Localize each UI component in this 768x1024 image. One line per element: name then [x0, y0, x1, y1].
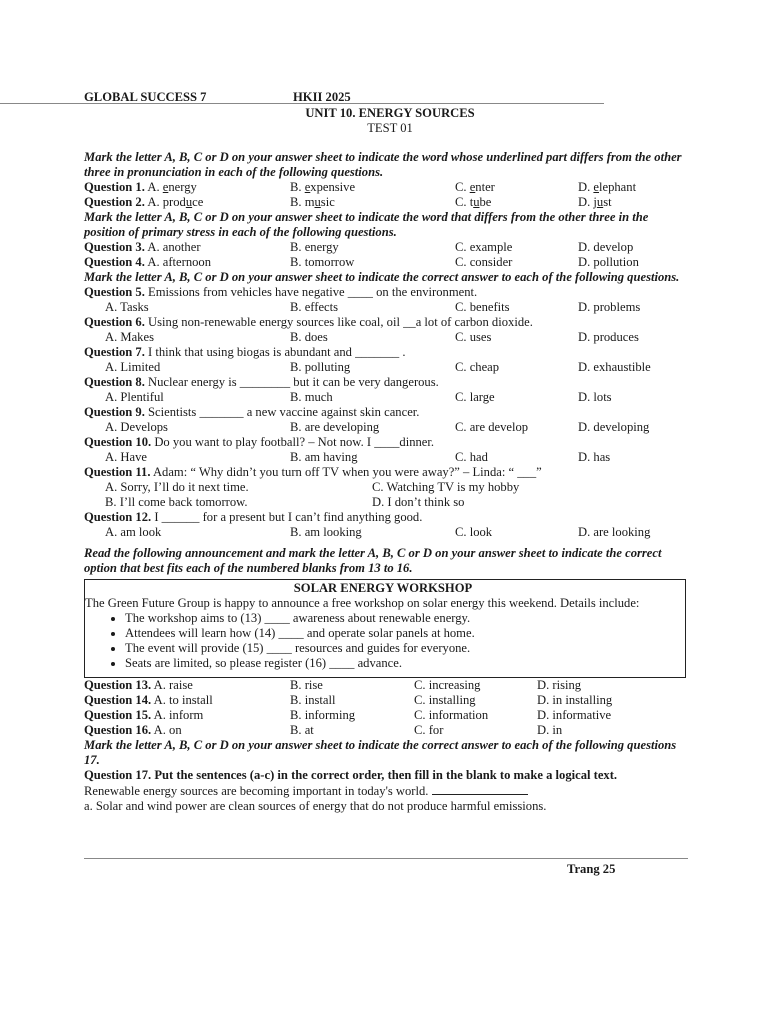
question-17-option-a: a. Solar and wind power are clean sources of energy that do not produce harmful emissions. [84, 799, 547, 813]
option-a: A. Sorry, I’ll do it next time. [105, 480, 249, 494]
option-d-underlined: e [593, 180, 599, 194]
option-a: A. Plentiful [105, 390, 164, 404]
unit-title: UNIT 10. ENERGY SOURCES [305, 106, 475, 120]
question-14 [84, 693, 688, 708]
option-c: C. Watching TV is my hobby [372, 480, 520, 494]
option-d-rest: lephant [599, 180, 637, 194]
question-9 [84, 405, 688, 435]
question-stem: I think that using biogas is abundant and _______ . [144, 345, 406, 359]
question-11 [84, 465, 688, 510]
option-a-rest: ce [192, 195, 204, 209]
question-label: Question 1. [84, 180, 145, 194]
option-a: A. Develops [105, 420, 168, 434]
option-d: D. lots [578, 390, 612, 404]
question-6 [84, 315, 688, 345]
instruction-stress: Mark the letter A, B, C or D on your answer sheet to indicate the word that differs from the other three in the position of primary stress in each of the following questions. [84, 210, 649, 239]
option-a: A. Makes [105, 330, 154, 344]
option-d-prefix: D. [578, 180, 594, 194]
question-2 [84, 195, 688, 210]
option-b-prefix: B. m [290, 195, 315, 209]
option-b: B. I’ll come back tomorrow. [105, 495, 248, 509]
announcement-title: SOLAR ENERGY WORKSHOP [293, 581, 473, 595]
question-label: Question 12. [84, 510, 152, 524]
question-4 [84, 255, 688, 270]
option-d: D. are looking [578, 525, 651, 539]
option-b: B. install [290, 693, 336, 707]
question-15 [84, 708, 688, 723]
option-d: D. informative [537, 708, 612, 722]
footer-rule [84, 858, 688, 859]
option-c-rest: nter [475, 180, 495, 194]
option-d: D. produces [578, 330, 639, 344]
option-c: C. example [455, 240, 513, 254]
option-b: B. informing [290, 708, 356, 722]
answer-blank [432, 783, 528, 795]
option-a-prefix: A. prod [147, 195, 186, 209]
option-b: B. am looking [290, 525, 362, 539]
option-b: B. tomorrow [290, 255, 355, 269]
question-8 [84, 375, 688, 405]
option-c: C. information [414, 708, 489, 722]
option-d: D. develop [578, 240, 634, 254]
question-17-line [84, 783, 688, 799]
header-term: HKII 2025 [293, 90, 351, 104]
question-label: Question 2. [84, 195, 145, 209]
option-d: D. pollution [578, 255, 639, 269]
option-a-rest: nergy [168, 180, 197, 194]
option-b-rest: sic [320, 195, 335, 209]
page-header [84, 88, 688, 104]
option-c: C. increasing [414, 678, 481, 692]
option-b: B. are developing [290, 420, 380, 434]
option-b: B. rise [290, 678, 323, 692]
option-a-underlined: u [185, 195, 193, 209]
question-13 [84, 678, 688, 693]
option-a: A. Tasks [105, 300, 149, 314]
option-b-prefix: B. [290, 180, 305, 194]
option-c: C. consider [455, 255, 513, 269]
question-label: Question 3. [84, 240, 145, 254]
question-stem: Adam: “ Why didn’t you turn off TV when you were away?” – Linda: “ ___” [150, 465, 542, 479]
option-c-prefix: C. t [455, 195, 474, 209]
option-d: D. in [537, 723, 563, 737]
announcement-box [84, 579, 686, 678]
question-stem: I ______ for a present but I can’t find anything good. [151, 510, 423, 524]
question-label: Question 5. [84, 285, 145, 299]
question-stem: Using non-renewable energy sources like coal, oil __a lot of carbon dioxide. [144, 315, 533, 329]
option-c: C. look [455, 525, 493, 539]
question-label: Question 4. [84, 255, 145, 269]
option-b-rest: xpensive [310, 180, 356, 194]
question-17: Question 17. Put the sentences (a-c) in the correct order, then fill in the blank to make a logical text. [84, 768, 618, 782]
option-b: B. am having [290, 450, 358, 464]
question-label: Question 16. [84, 723, 152, 737]
question-stem: Scientists _______ a new vaccine against skin cancer. [144, 405, 420, 419]
option-a: A. raise [151, 678, 193, 692]
test-title: TEST 01 [367, 121, 413, 135]
question-12 [84, 510, 688, 540]
question-label: Question 6. [84, 315, 145, 329]
instruction-correct-answer: Mark the letter A, B, C or D on your answer sheet to indicate the correct answer to each of the following questions. [84, 270, 680, 284]
option-b: B. at [290, 723, 314, 737]
question-stem: Nuclear energy is ________ but it can be very dangerous. [144, 375, 439, 389]
option-b: B. does [290, 330, 328, 344]
option-a: A. to install [151, 693, 213, 707]
option-a-underlined: e [162, 180, 169, 194]
question-7 [84, 345, 688, 375]
option-c: C. large [455, 390, 495, 404]
option-d: D. has [578, 450, 611, 464]
option-d: D. problems [578, 300, 641, 314]
question-10 [84, 435, 688, 465]
header-course: GLOBAL SUCCESS 7 [84, 90, 207, 104]
option-d-rest: st [603, 195, 612, 209]
question-5 [84, 285, 688, 315]
question-1 [84, 180, 688, 195]
question-stem: Emissions from vehicles have negative ____ on the environment. [144, 285, 478, 299]
option-a: A. another [147, 240, 201, 254]
option-c: C. had [455, 450, 488, 464]
question-label: Question 13. [84, 678, 152, 692]
instruction-question-17: Mark the letter A, B, C or D on your answer sheet to indicate the correct answer to each of the following questions 17. [84, 738, 677, 767]
option-b: B. polluting [290, 360, 351, 374]
announcement-list [85, 611, 681, 671]
instruction-announcement: Read the following announcement and mark the letter A, B, C or D on your answer sheet to indicate the correct option that best fits each of the numbered blanks from 13 to 16. [84, 546, 662, 575]
question-label: Question 9. [84, 405, 145, 419]
question-3 [84, 240, 688, 255]
option-c-underlined: e [469, 180, 476, 194]
announcement-item: • Seats are limited, so please register (16) ____ advance. [125, 656, 681, 671]
option-b: B. energy [290, 240, 339, 254]
option-d: D. I don’t think so [372, 495, 465, 509]
announcement-item: • Attendees will learn how (14) ____ and operate solar panels at home. [125, 626, 681, 641]
question-label: Question 8. [84, 375, 145, 389]
option-c: C. for [414, 723, 444, 737]
option-d-prefix: D. j [578, 195, 597, 209]
option-a: A. Have [105, 450, 147, 464]
question-label: Question 14. [84, 693, 152, 707]
option-c: C. cheap [455, 360, 500, 374]
option-b: B. effects [290, 300, 339, 314]
option-b-underlined: u [314, 195, 321, 209]
option-c: C. uses [455, 330, 492, 344]
option-d-underlined: u [596, 195, 604, 209]
option-a: A. am look [105, 525, 162, 539]
option-b: B. much [290, 390, 333, 404]
option-a: A. afternoon [147, 255, 212, 269]
question-17-sentence: Renewable energy sources are becoming important in today's world. [84, 784, 429, 798]
option-a: A. Limited [105, 360, 161, 374]
question-label: Question 15. [84, 708, 152, 722]
option-d: D. developing [578, 420, 650, 434]
announcement-item: • The workshop aims to (13) ____ awareness about renewable energy. [125, 611, 681, 626]
question-label: Question 10. [84, 435, 152, 449]
question-stem: Do you want to play football? – Not now. I ____dinner. [151, 435, 435, 449]
option-b-underlined: e [304, 180, 311, 194]
option-a-prefix: A. [147, 180, 163, 194]
option-d: D. rising [537, 678, 582, 692]
option-c: C. installing [414, 693, 476, 707]
document-page [84, 88, 688, 814]
announcement-intro: The Green Future Group is happy to announce a free workshop on solar energy this weekend. Details include: [85, 596, 640, 610]
option-a: A. inform [151, 708, 204, 722]
option-c: C. are develop [455, 420, 529, 434]
question-label: Question 7. [84, 345, 145, 359]
option-c: C. benefits [455, 300, 510, 314]
option-c-underlined: u [473, 195, 480, 209]
question-label: Question 11. [84, 465, 151, 479]
instruction-pronunciation: Mark the letter A, B, C or D on your answer sheet to indicate the word whose underlined part differs from the other three in pronunciation in each of the following questions. [84, 150, 682, 179]
option-d: D. exhaustible [578, 360, 651, 374]
option-a: A. on [151, 723, 182, 737]
option-d: D. in installing [537, 693, 613, 707]
option-c-prefix: C. [455, 180, 470, 194]
announcement-item: • The event will provide (15) ____ resources and guides for everyone. [125, 641, 681, 656]
option-c-rest: be [479, 195, 492, 209]
question-16 [84, 723, 688, 738]
page-number: Trang 25 [567, 862, 616, 876]
